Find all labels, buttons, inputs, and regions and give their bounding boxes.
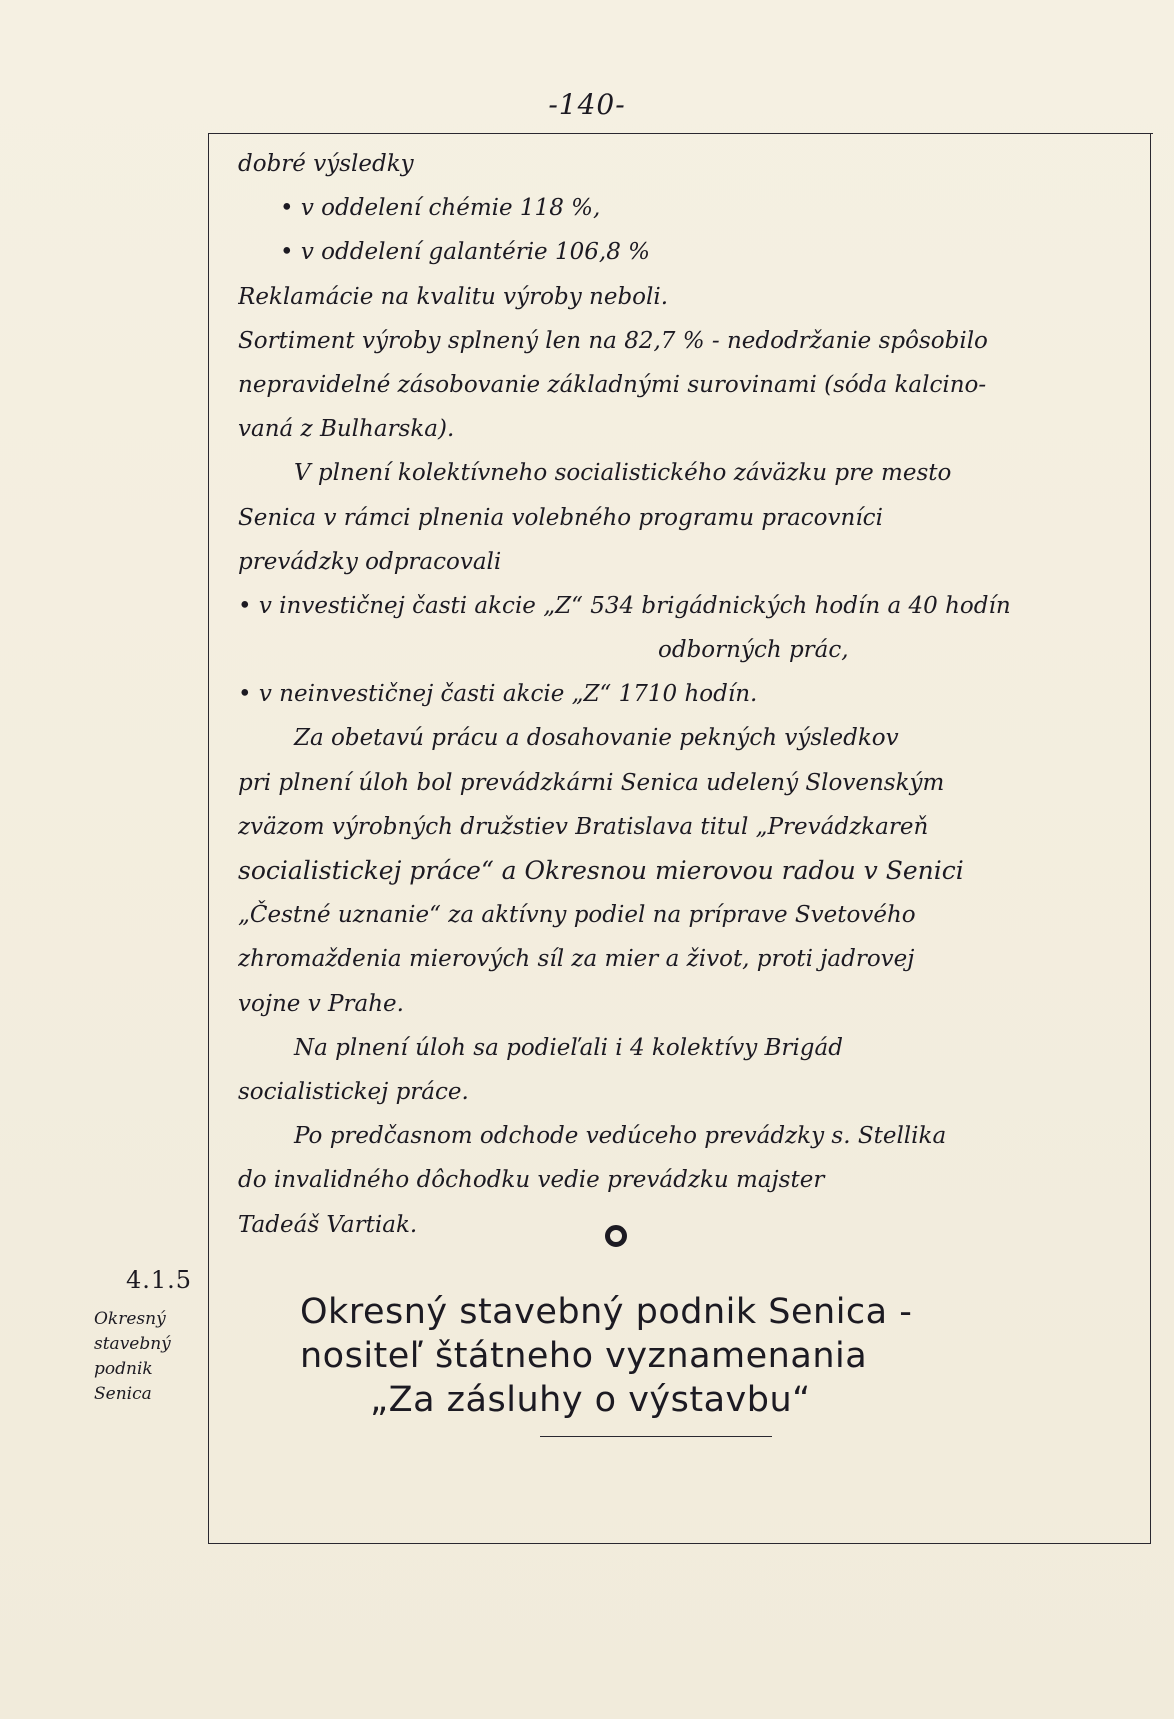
text-line: odborných prác,	[658, 637, 849, 664]
section-circle-mark	[605, 1225, 627, 1247]
text-line: prevádzky odpracovali	[238, 548, 502, 575]
frame-top-rule	[208, 133, 1153, 134]
text-line: zväzom výrobných družstiev Bratislava titul „Prevádzkareň	[238, 813, 929, 840]
page-number: -140-	[548, 88, 626, 121]
text-line: Tadeáš Vartiak.	[238, 1211, 418, 1238]
bullet-line: • v neinvestičnej časti akcie „Z“ 1710 hodín.	[238, 681, 758, 708]
paragraph-start-line: V plnení kolektívneho socialistického záväzku pre mesto	[294, 460, 952, 487]
section-number: 4.1.5	[126, 1266, 193, 1294]
margin-section-label	[94, 1268, 204, 1407]
heading-line-2: nositeľ štátneho vyznamenania	[300, 1336, 868, 1376]
heading-line-1: Okresný stavebný podnik Senica -	[300, 1292, 913, 1332]
handwritten-text	[238, 142, 1138, 1247]
text-line: socialistickej práce.	[238, 1078, 469, 1105]
text-line: Reklamácie na kvalitu výroby neboli.	[238, 283, 669, 310]
text-line: pri plnení úloh bol prevádzkárni Senica udelený Slovenským	[238, 769, 945, 796]
text-line: Sortiment výroby splnený len na 82,7 % - nedodržanie spôsobilo	[238, 327, 988, 354]
text-line: dobré výsledky	[238, 151, 414, 177]
section-heading	[300, 1290, 1140, 1422]
bullet-line: • v oddelení galantérie 106,8 %	[280, 239, 650, 266]
paragraph-start-line: Po predčasnom odchode vedúceho prevádzky s. Stellika	[294, 1123, 947, 1150]
text-line: do invalidného dôchodku vedie prevádzku majster	[238, 1167, 825, 1194]
text-line: vaná z Bulharska).	[238, 416, 455, 443]
bullet-line: • v oddelení chémie 118 %,	[280, 195, 601, 222]
bullet-line: • v investičnej časti akcie „Z“ 534 brigádnických hodín a 40 hodín	[238, 592, 1011, 619]
heading-line-3: „Za zásluhy o výstavbu“	[370, 1380, 811, 1420]
text-line: „Čestné uznanie“ za aktívny podiel na príprave Svetového	[238, 902, 916, 929]
heading-underline	[540, 1436, 772, 1437]
section-margin-title: Okresný stavebný podnik Senica	[94, 1309, 171, 1404]
text-line: Senica v rámci plnenia volebného programu pracovníci	[238, 504, 883, 531]
text-line: socialistickej práce“ a Okresnou mierovou radou v Senici	[238, 856, 964, 885]
text-line: zhromaždenia mierových síl za mier a život, proti jadrovej	[238, 946, 915, 973]
text-line: nepravidelné zásobovanie základnými surovinami (sóda kalcino-	[238, 371, 987, 398]
paragraph-start-line: Za obetavú prácu a dosahovanie pekných výsledkov	[294, 725, 899, 752]
paragraph-start-line: Na plnení úloh sa podieľali i 4 kolektívy Brigád	[294, 1034, 843, 1061]
text-line: vojne v Prahe.	[238, 990, 404, 1017]
